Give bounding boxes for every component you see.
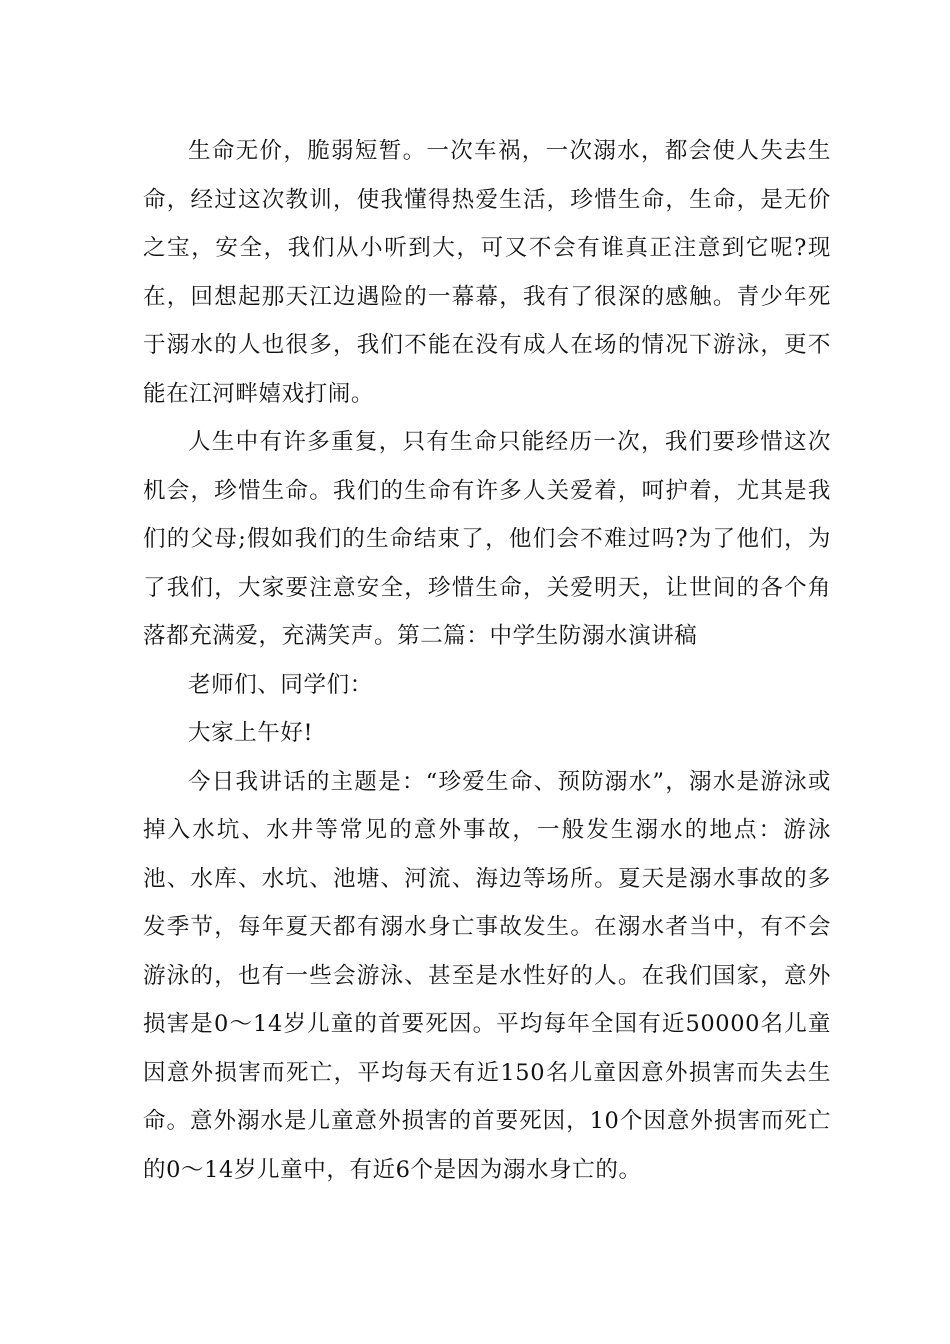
- paragraph-cherish-life: 人生中有许多重复，只有生命只能经历一次，我们要珍惜这次机会，珍惜生命。我们的生命有许多人关爱着，呵护着，尤其是我们的父母;假如我们的生命结束了，他们会不难过吗?为了他们，为了我们，大家要注意安全，珍惜生命，关爱明天，让世间的各个角落都充满爱，充满笑声。第二篇：中学生防溺水演讲稿: [143, 429, 831, 649]
- document-body: [143, 127, 831, 1194]
- paragraph-salutation: 老师们、同学们：: [188, 671, 373, 698]
- paragraph-life-priceless: 生命无价，脆弱短暂。一次车祸，一次溺水，都会使人失去生命，经过这次教训，使我懂得热爱生活，珍惜生命，生命，是无价之宝，安全，我们从小听到大，可又不会有谁真正注意到它呢?现在，回想起那天江边遇险的一幕幕，我有了很深的感触。青少年死于溺水的人也很多，我们不能在没有成人在场的情况下游泳，更不能在江河畔嬉戏打闹。: [143, 138, 831, 407]
- paragraph-drowning-topic: 今日我讲话的主题是：“珍爱生命、预防溺水”，溺水是游泳或掉入水坑、水井等常见的意外事故，一般发生溺水的地点：游泳池、水库、水坑、池塘、河流、海边等场所。夏天是溺水事故的多发季节，每年夏天都有溺水身亡事故发生。在溺水者当中，有不会游泳的，也有一些会游泳、甚至是水性好的人。在我们国家，意外损害是0～14岁儿童的首要死因。平均每年全国有近50000名儿童因意外损害而死亡，平均每天有近150名儿童因意外损害而失去生命。意外溺水是儿童意外损害的首要死因，10个因意外损害而死亡的0～14岁儿童中，有近6个是因为溺水身亡的。: [143, 768, 831, 1183]
- paragraph-greeting: 大家上午好!: [188, 720, 314, 746]
